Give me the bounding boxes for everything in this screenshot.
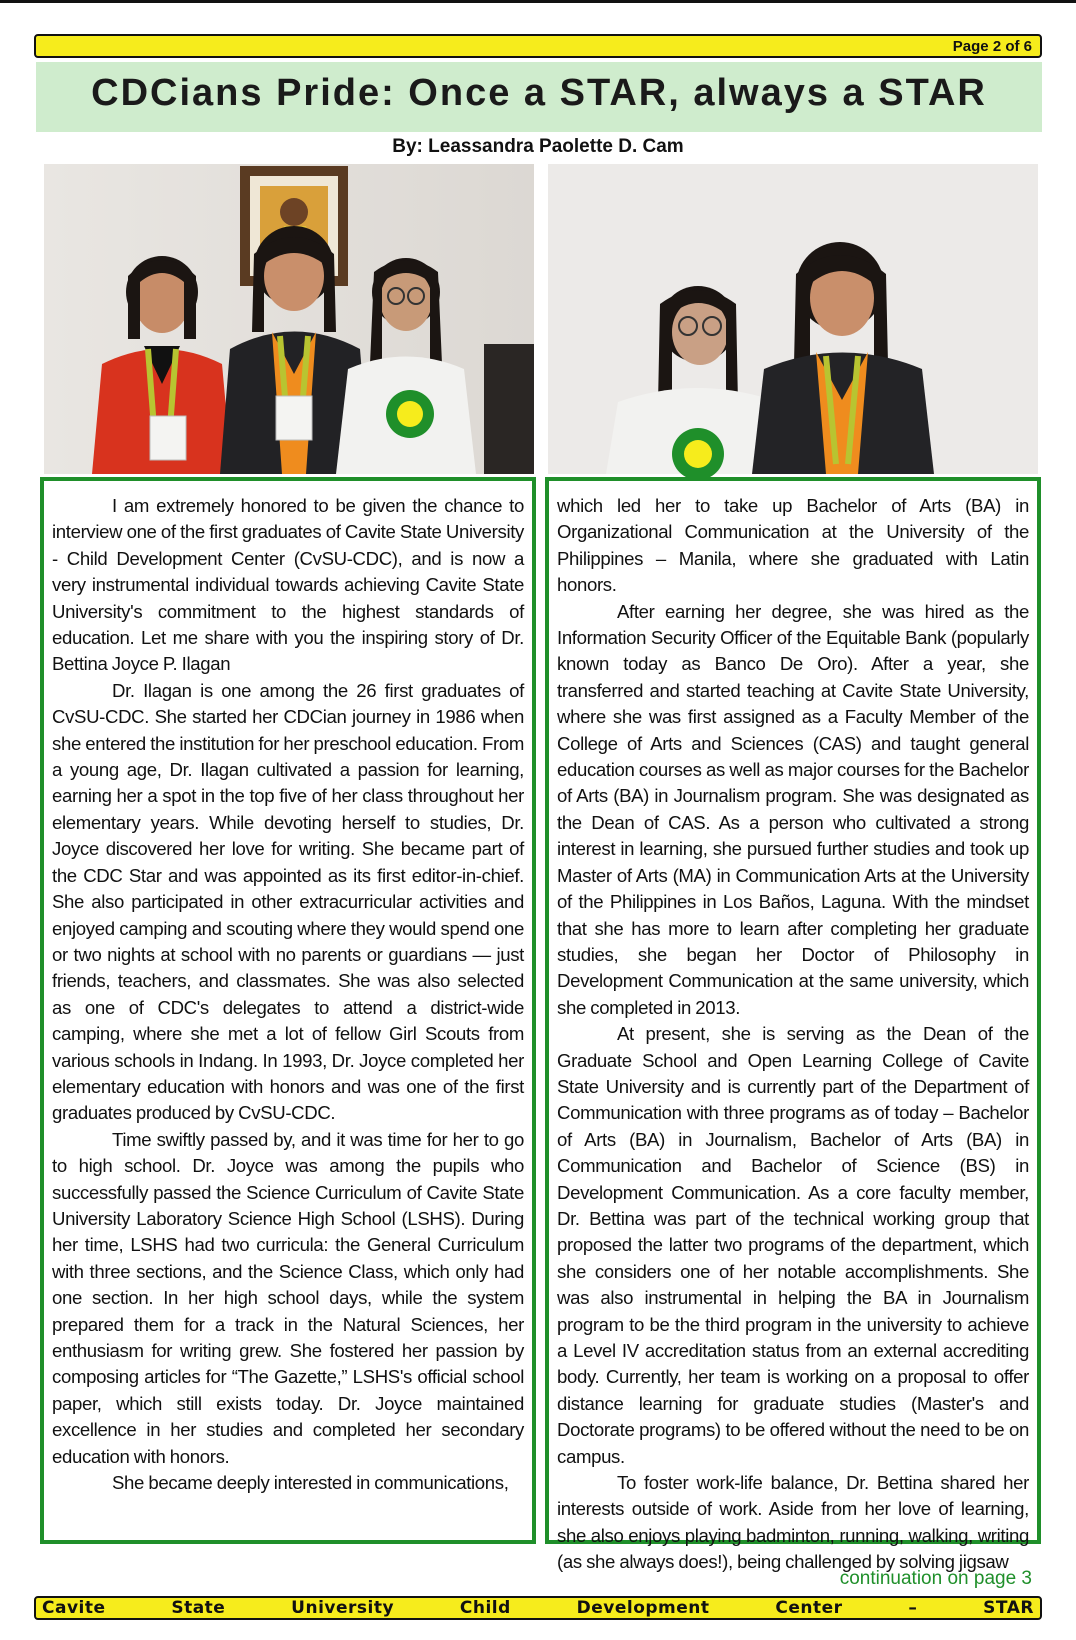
page-number: Page 2 of 6 (952, 38, 1032, 55)
paragraph: She became deeply interested in communications, (112, 1472, 509, 1494)
paragraph: which led her to take up Bachelor of Arts (BA) in Organizational Communication at the University of the Philippines – Manila, where she graduated with Latin honors. (557, 495, 1029, 596)
footer-word: STAR (983, 1598, 1034, 1618)
photo-two-women-icon (548, 164, 1038, 474)
title-band (36, 62, 1042, 132)
paragraph: To foster work-life balance, Dr. Bettina shared her interests outside of work. Aside from her love of learning, she also enjoys playing badminton, running, walking, writing (as she always does!), being challenged by solving jigsaw (557, 1472, 1029, 1573)
footer-word: Development (576, 1598, 710, 1618)
footer-word: University (291, 1598, 395, 1618)
footer-word: Center (775, 1598, 843, 1618)
continuation-note[interactable]: continuation on page 3 (839, 1568, 1032, 1589)
paragraph: Dr. Ilagan is one among the 26 first graduates of CvSU-CDC. She started her CDCian journey in 1986 when she entered the institution for her preschool education. From a young age, Dr. Ilagan cultivated a passion for learning, earning her a spot in the top five of her class throughout her elementary years. While devoting herself to studies, Dr. Joyce discovered her love for writing. She became part of the CDC Star and was appointed as its first editor-in-chief. She also participated in other extracurricular activities and enjoyed camping and scouting where they would spend one or two nights at school with no parents or guardians — just friends, teachers, and classmates. She was also selected as one of CDC's delegates to attend a district-wide camping, where she met a lot of fellow Girl Scouts from various schools in Indang. In 1993, Dr. Joyce completed her elementary education with honors and was one of the first graduates produced by CvSU-CDC. (52, 679, 524, 1124)
article-column-right (545, 477, 1041, 1573)
footer-word: Cavite (42, 1598, 106, 1618)
article-title: CDCians Pride: Once a STAR, always a STAR (91, 72, 987, 114)
group-photo-three-women-icon (44, 164, 534, 474)
footer-word: – (908, 1598, 918, 1618)
article-byline: By: Leassandra Paolette D. Cam (392, 136, 684, 157)
article-column-left (40, 477, 536, 1544)
page-header-bar (34, 34, 1042, 58)
footer-word: State (171, 1598, 226, 1618)
paragraph: At present, she is serving as the Dean of the Graduate School and Open Learning College of Cavite State University and is currently part of the Department of Communication with three programs as of today – Bachelor of Arts (BA) in Journalism, Bachelor of Arts (BA) in Communication and Bachelor of Science (BS) in Development Communication. As a core faculty member, Dr. Bettina was part of the technical working group that proposed the latter two programs of the department, which she considers one of her notable accomplishments. She was also instrumental in helping the BA in Journalism program to be the third program in the university to achieve a Level IV accreditation status from an external accrediting body. Currently, her team is working on a proposal to offer distance learning for graduate studies (Master's and Doctorate programs) to be offered without the need to be on campus. (557, 1023, 1029, 1467)
paragraph: I am extremely honored to be given the chance to interview one of the first graduates of Cavite State University - Child Development Center (CvSU-CDC), and is now a very instrumental individual towards achieving Cavite State University's commitment to the highest standards of education. Let me share with you the inspiring story of Dr. Bettina Joyce P. Ilagan (52, 495, 524, 675)
paragraph: After earning her degree, she was hired as the Information Security Officer of the Equitable Bank (popularly known today as Banco De Oro). After a year, she transferred and started teaching at Cavite State University, where she was first assigned as a Faculty Member of the College of Arts and Sciences (CAS) and taught general education courses as well as major courses for the Bachelor of Arts (BA) in Journalism program. She was designated as the Dean of CAS. As a person who cultivated a strong interest in learning, she pursued further studies and took up Master of Arts (MA) in Communication Arts at the University of the Philippines in Los Baños, Laguna. With the mindset that she has more to learn after completing her graduate studies, she began her Doctor of Philosophy in Development Communication at the same university, which she completed in 2013. (557, 600, 1029, 1018)
top-rule (0, 0, 1076, 3)
paragraph: Time swiftly passed by, and it was time for her to go to high school. Dr. Joyce was among the pupils who successfully passed the Science Curriculum of Cavite State University Laboratory Science High School (LSHS). During her time, LSHS had two curricula: the General Curriculum with three sections, and the Science Class, which only had one section. In her high school days, while the system prepared them for a track in the Natural Sciences, her enthusiasm for writing grew. She fostered her passion by composing articles for “The Gazette,” LSHS's official school paper, which still exists today. Dr. Joyce maintained excellence in her studies and completed her secondary education with honors. (52, 1128, 524, 1467)
footer-word: Child (459, 1598, 511, 1618)
footer-bar (34, 1596, 1042, 1620)
